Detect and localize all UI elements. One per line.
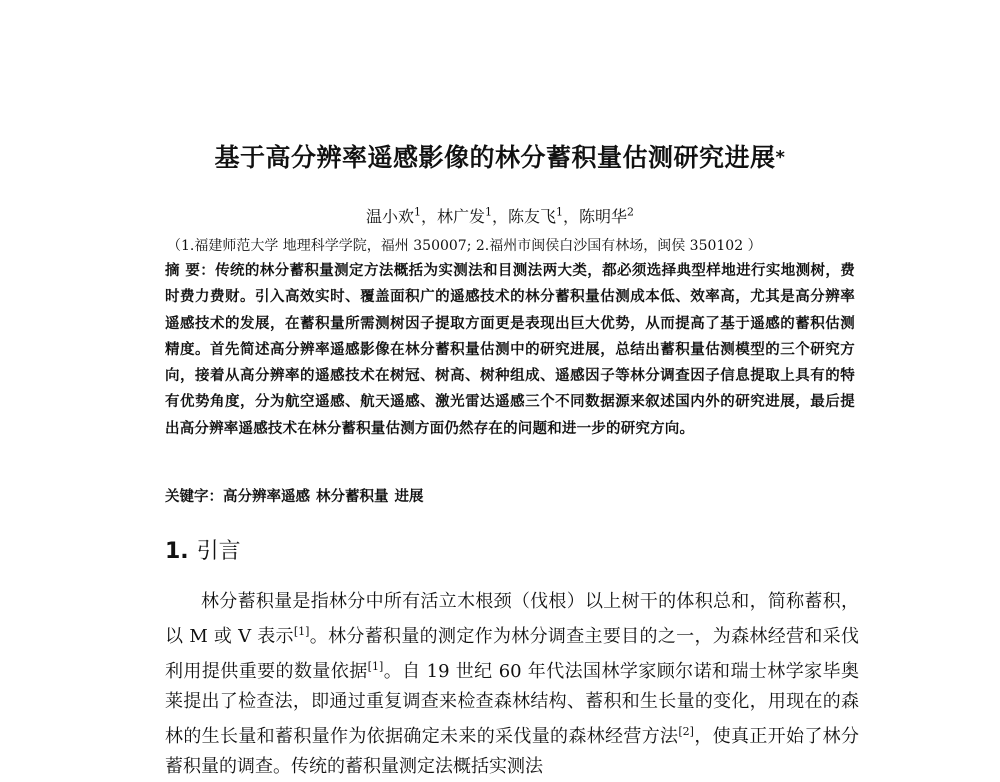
author-affiliation-mark: 1 [413, 205, 421, 219]
abstract-text: 传统的林分蓄积量测定方法概括为实测法和目测法两大类，都必须选择典型样地进行实地测树，费时费力费财。引入高效实时、覆盖面积广的遥感技术的林分蓄积量估测成本低、效率高，尤其是高分辨率遥感技术的发展，在蓄积量所需测树因子提取方面更是表现出巨大优势，从而提高了基于遥感的蓄积估测精度。首先简述高分辨率遥感影像在林分蓄积量估测中的研究进展，总结出蓄积量估测模型的三个研究方向，接着从高分辨率的遥感技术在树冠、树高、树种组成、遥感因子等林分调查因子信息提取上具有的特有优势角度，分为航空遥感、航天遥感、激光雷达遥感三个不同数据源来叙述国内外的研究进展，最后提出高分辨率遥感技术在林分蓄积量估测方面仍然存在的问题和进一步的研究方向。 [165, 262, 855, 437]
author-affiliation-mark: 1 [484, 205, 492, 219]
affiliations: （1.福建师范大学 地理科学学院，福州 350007; 2.福州市闽侯白沙国有林场，闽侯 350102 ） [167, 238, 762, 254]
abstract-label: 摘 要： [165, 262, 216, 279]
author-name: 林广发 [436, 207, 485, 226]
body-text-span: 。自 19 世纪 60 年代法国林学家顾尔诺和瑞士林学家毕奥莱提出了检查法，即通过重复调查来检查森林结构、蓄积和生长量的变化，用现在的森林的生长量和蓄积量作为依据确定未来的采伐量的森林经营方法 [165, 661, 859, 747]
author-affiliation-mark: 2 [627, 205, 635, 219]
author-affiliation-mark: 1 [556, 205, 564, 219]
keywords [165, 485, 430, 506]
title-text: 基于高分辨率遥感影像的林分蓄积量估测研究进展 [214, 143, 776, 172]
body-text-span: ，使真正开始了林分蓄积量的调查。传统的蓄积量测定法概括实测法 [165, 726, 860, 777]
keywords-label: 关键字： [165, 488, 223, 505]
abstract [165, 258, 855, 442]
body-text-span: 。林分蓄积量的测定作为林分调查主要目的之一，为森林经营和采伐利用提供重要的数量依据 [165, 626, 859, 682]
body-paragraph [165, 587, 859, 782]
keyword: 进展 [394, 488, 424, 505]
section-number: 1. [165, 539, 189, 564]
paper-title [0, 138, 1000, 174]
author-separator: ， [491, 207, 508, 226]
author-name: 陈友飞 [508, 207, 557, 226]
keyword: 高分辨率遥感 [223, 488, 310, 505]
author-list [0, 204, 1000, 227]
citation: [2] [678, 725, 694, 738]
keyword: 林分蓄积量 [316, 488, 389, 505]
section-title: 引言 [196, 539, 241, 564]
author-separator: ， [563, 207, 580, 226]
author-name: 陈明华 [579, 207, 628, 226]
title-footnote-mark: * [775, 147, 786, 168]
author-separator: ， [420, 207, 437, 226]
body-text-span: 林分蓄积量是指林分中所有活立木根颈（伐根）以上树干的体积总和，简称蓄积，以 M 或 V 表示 [165, 591, 859, 647]
author-name: 温小欢 [365, 207, 414, 226]
section-heading [165, 534, 241, 565]
citation: [1] [293, 625, 310, 638]
citation: [1] [367, 660, 384, 673]
